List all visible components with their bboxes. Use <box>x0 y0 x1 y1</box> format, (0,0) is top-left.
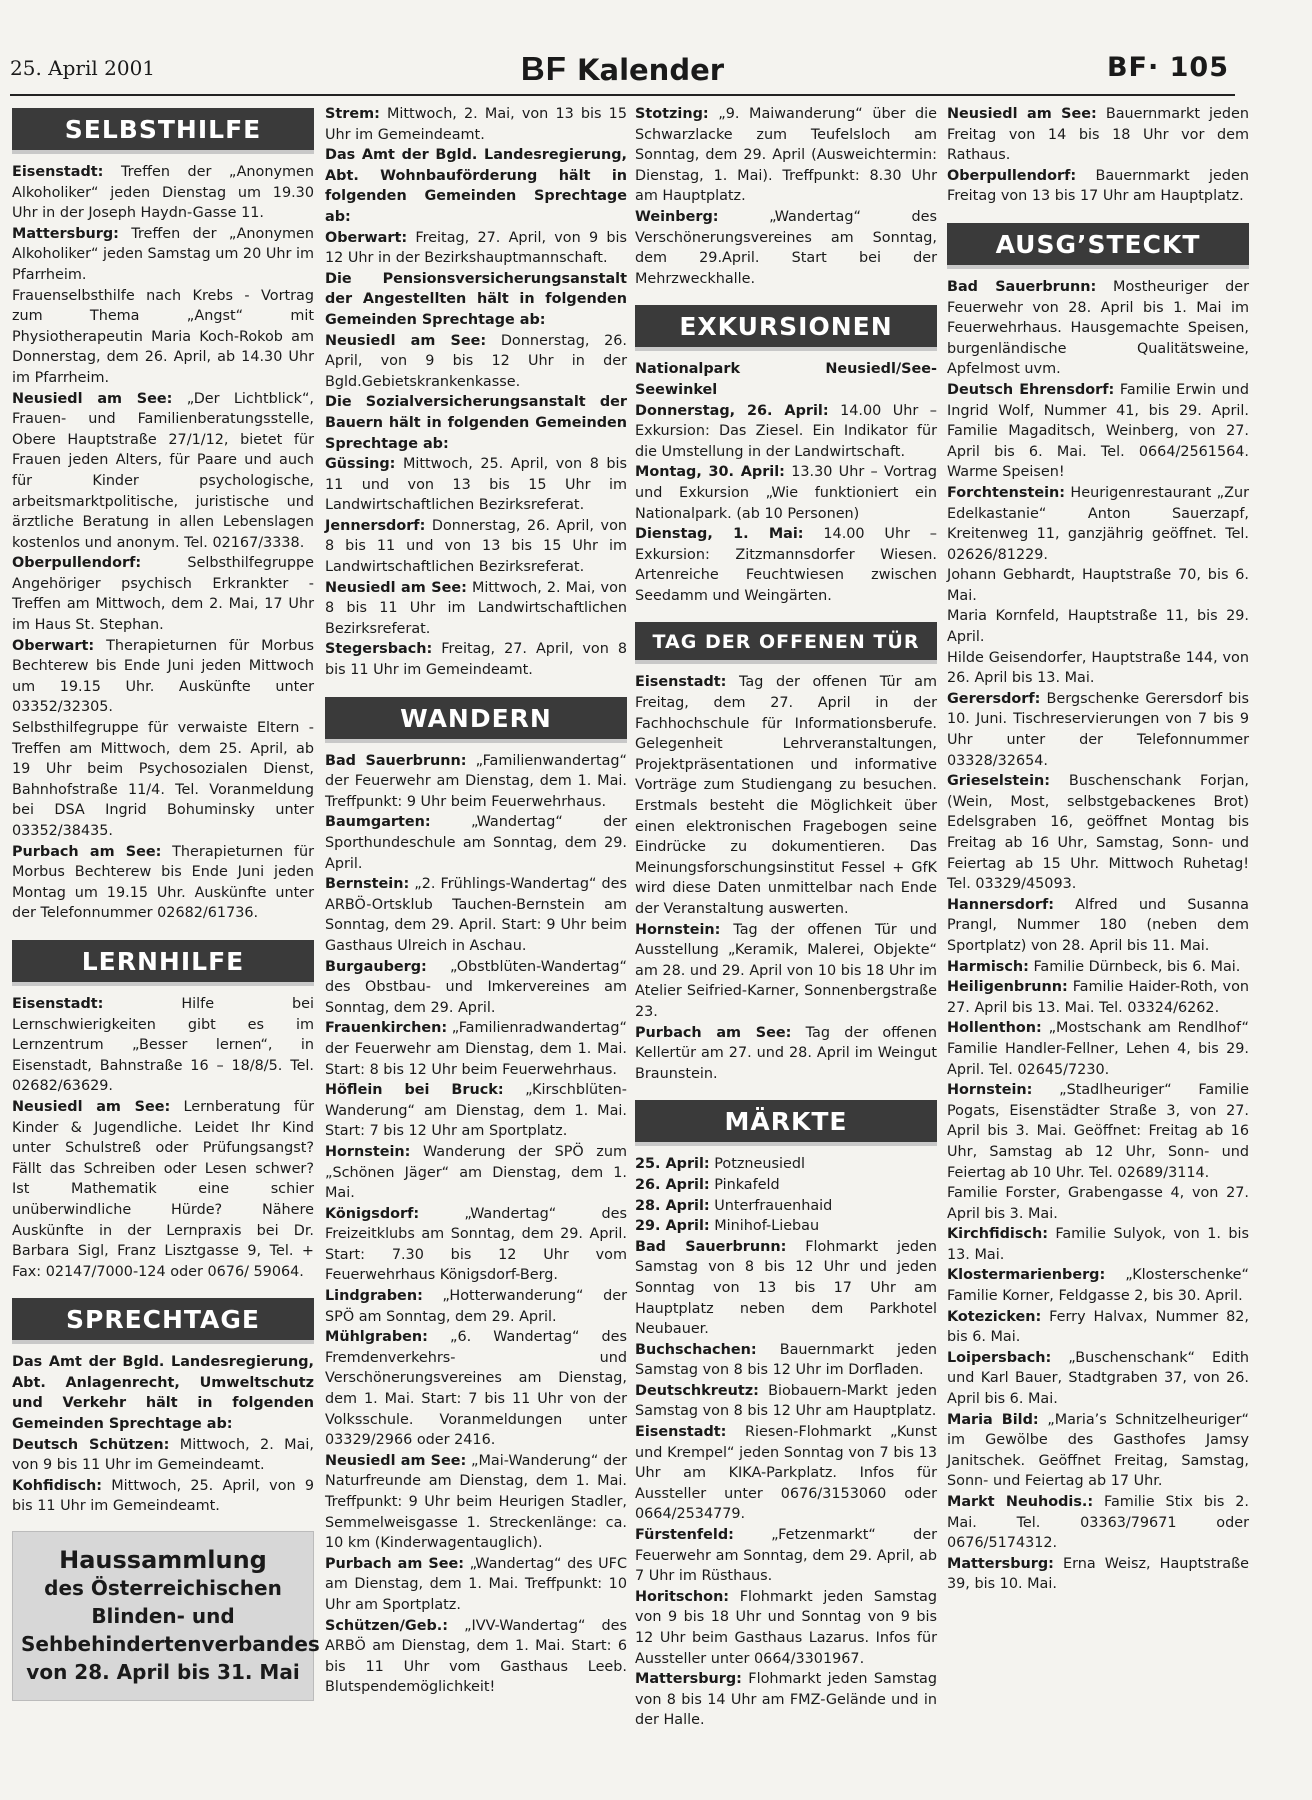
column-1 <box>12 104 320 1701</box>
entry-text: „Hotterwanderung“ der SPÖ am Sonntag, dem 29. April. <box>325 1288 627 1325</box>
entry-place: Oberwart: <box>325 229 408 246</box>
entry-place: Loipersbach: <box>947 1349 1052 1366</box>
entry-place: Eisenstadt: <box>635 674 727 691</box>
entry-text: „Fetzenmarkt“ der Feuerwehr am Sonntag, dem 29. April, ab 7 Uhr im Rüsthaus. <box>635 1527 937 1585</box>
entry-place: Das Amt der Bgld. Landesregierung, Abt. Wohnbauförderung hält in folgenden Gemeinden Sprechtage ab: <box>325 147 627 225</box>
masthead <box>10 50 1235 88</box>
entry-text: 14.00 Uhr – Exkursion: Das Ziesel. Ein Indikator für die Umstellung in der Landwirtschaft. <box>635 402 937 460</box>
entry-place: Neusiedl am See: <box>12 390 173 407</box>
entry-place: Königsdorf: <box>325 1205 420 1222</box>
entry-text: „Kirschblüten-Wanderung“ am Dienstag, dem 1. Mai. Start: 7 bis 12 Uhr am Sportplatz. <box>325 1082 627 1140</box>
entry-text: Tag der offenen Tür am Freitag, dem 27. April in der Fachhochschule für Informationsberufe. Gelegenheit Lehrveranstaltungen, Projektpräsentationen und informative Vorträge zum Studiengang zu besuchen. Erstmals besteht die Möglichkeit über einen elektronischen Fragebogen seine Eindrücke zu dokumentieren. Das Meinungsforschungsinstitut Fessel + GfK wird diese Daten unmittelbar nach Ende der Veranstaltung auswerten. <box>635 674 937 917</box>
section-heading: MÄRKTE <box>635 1100 937 1142</box>
calendar-entry <box>12 224 314 286</box>
entry-text: Mittwoch, 25. April, von 8 bis 11 und von 13 bis 15 Uhr im Landwirtschaftlichen Bezirksreferat. <box>325 456 627 514</box>
entry-text: Selbsthilfegruppe Angehöriger psychisch Erkrankter - Treffen am Mittwoch, dem 2. Mai, 17 Uhr im Haus St. Stephan. <box>12 555 314 634</box>
entry-text: „Familienwandertag“ der Feuerwehr am Dienstag, dem 1. Mai. Treffpunkt: 9 Uhr beim Feuerwehrhaus. <box>325 752 627 810</box>
entry-text: „Obstblüten-Wandertag“ des Obstbau- und Imkervereines am Sonntag, dem 29. April. <box>325 958 627 1016</box>
entry-place: Montag, 30. April: <box>635 464 785 481</box>
entry-place: Deutsch Schützen: <box>12 1436 170 1453</box>
calendar-entry <box>12 162 314 224</box>
calendar-entry <box>12 1435 314 1476</box>
calendar-entry <box>12 842 314 924</box>
calendar-entry <box>325 957 627 1019</box>
calendar-entry <box>12 1476 314 1517</box>
calendar-entry <box>947 1348 1249 1410</box>
entry-text: „Maria’s Schnitzelheuriger“ im Gewölbe des Gasthofes Jamsy Janitschek. Geöffnet Freitag, Samstag, Sonn- und Feiertag ab 17 Uhr. <box>947 1411 1249 1490</box>
entry-list <box>12 1352 314 1517</box>
calendar-entry <box>635 359 937 400</box>
entry-text: „IVV-Wandertag“ des ARBÖ am Dienstag, dem 1. Mai. Start: 6 bis 11 Uhr vom Gasthaus Leeb. Blutspendemöglichkeit! <box>325 1617 627 1696</box>
calendar-entry <box>635 462 937 524</box>
entry-text: Donnerstag, 26. April, von 9 bis 12 Uhr in der Bgld.Gebietskrankenkasse. <box>325 332 627 390</box>
entry-text: Mittwoch, 25. April, von 9 bis 11 Uhr im Gemeindeamt. <box>12 1477 314 1515</box>
entry-place: Hornstein: <box>325 1143 411 1160</box>
entry-text: „9. Maiwanderung“ über die Schwarzlacke zum Teufelsloch am Sonntag, dem 29. April (Ausweichtermin: Dienstag, 1. Mai). Treffpunkt: 8.30 Uhr am Hauptplatz. <box>635 106 937 205</box>
calendar-entry <box>947 565 1249 606</box>
calendar-entry <box>12 718 314 842</box>
section-heading: SELBSTHILFE <box>12 108 314 150</box>
calendar-entry <box>635 1340 937 1381</box>
entry-place: Güssing: <box>325 456 396 473</box>
calendar-entry <box>947 606 1249 647</box>
entry-place: Stegersbach: <box>325 641 433 658</box>
entry-list <box>325 104 627 681</box>
entry-place: Oberpullendorf: <box>12 555 142 572</box>
entry-text: „Mostschank am Rendlhof“ Familie Handler-Fellner, Lehen 4, bis 29. April. Tel. 02645/7230. <box>947 1020 1249 1078</box>
entry-place: Neusiedl am See: <box>325 1452 467 1469</box>
calendar-entry <box>947 1018 1249 1080</box>
entry-text: Familie Stix bis 2. Mai. Tel. 03363/79671 oder 0676/5174312. <box>947 1494 1250 1552</box>
ad-line: von 28. April bis 31. Mai <box>26 1660 300 1685</box>
calendar-entry <box>947 957 1249 978</box>
calendar-entry <box>635 1525 937 1587</box>
entry-place: Dienstag, 1. Mai: <box>635 526 804 543</box>
entry-place: Höflein bei Bruck: <box>325 1082 504 1099</box>
calendar-entry <box>325 104 627 145</box>
masthead-logo: BF <box>520 50 567 87</box>
entry-text: Donnerstag, 26. April, von 8 bis 11 und von 13 bis 15 Uhr im Landwirtschaftlichen Bezirksreferat. <box>325 517 627 576</box>
entry-list <box>635 359 937 606</box>
calendar-entry <box>325 331 627 393</box>
entry-place: Weinberg: <box>635 208 719 225</box>
entry-place: 25. April: <box>635 1156 710 1173</box>
ad-line: Blinden- und <box>91 1604 235 1629</box>
calendar-entry <box>12 553 314 635</box>
entry-text: 14.00 Uhr – Exkursion: Zitzmannsdorfer Wiesen. Artenreiche Feuchtwiesen zwischen Seedamm und Weingärten. <box>635 526 938 604</box>
entry-place: 26. April: <box>635 1176 710 1193</box>
entry-list <box>947 104 1249 207</box>
column-2 <box>325 104 627 1698</box>
entry-text: Biobauern-Markt jeden Samstag von 8 bis 12 Uhr am Hauptplatz. <box>635 1382 937 1420</box>
calendar-entry <box>325 516 627 578</box>
calendar-entry <box>325 145 627 227</box>
entry-text: Familie Sulyok, von 1. bis 13. Mai. <box>947 1226 1249 1263</box>
calendar-entry <box>635 1669 937 1731</box>
entry-place: Kotezicken: <box>947 1308 1042 1325</box>
entry-text: Buschenschank Forjan, (Wein, Most, selbstgebackenes Brot) Edelsgraben 16, geöffnet Montag bis Freitag ab 16 Uhr, Samstag, Sonn- und Feiertag ab 15 Uhr. Mittwoch Ruhetag! Tel. 03329/45093. <box>947 773 1249 893</box>
calendar-entry <box>947 1554 1249 1595</box>
section-heading: LERNHILFE <box>12 940 314 982</box>
entry-text: Flohmarkt jeden Samstag von 8 bis 14 Uhr am FMZ-Gelände und in der Halle. <box>635 1671 937 1729</box>
entry-place: Hornstein: <box>635 921 721 938</box>
entry-text: Potzneusiedl <box>709 1156 805 1173</box>
section-heading: EXKURSIONEN <box>635 305 937 347</box>
section-heading: TAG DER OFFENEN TÜR <box>635 622 937 660</box>
calendar-entry <box>325 578 627 640</box>
ad-line: Sehbehindertenverbandes <box>21 1632 320 1657</box>
entry-text: „Wandertag“ des Freizeitklubs am Sonntag, dem 29. April. Start: 7.30 bis 12 Uhr vom Feuerwehrhaus Königsdorf-Berg. <box>325 1205 627 1284</box>
column-3 <box>635 104 937 1731</box>
calendar-entry <box>947 648 1249 689</box>
entry-place: Horitschon: <box>635 1588 730 1605</box>
calendar-entry <box>325 1080 627 1142</box>
entry-place: Oberpullendorf: <box>947 167 1077 184</box>
calendar-entry <box>947 1492 1249 1554</box>
entry-text: Flohmarkt jeden Samstag von 9 bis 18 Uhr und Sonntag von 9 bis 12 Uhr beim Gasthaus Lazarus. Infos für Aussteller unter 0664/3301967. <box>635 1588 937 1667</box>
entry-list <box>947 277 1249 1595</box>
entry-list <box>325 751 627 1698</box>
entry-place: Neusiedl am See: <box>12 1098 171 1115</box>
entry-text: „Wandertag“ des UFC am Dienstag, dem 1. Mai. Treffpunkt: 10 Uhr am Sportplatz. <box>325 1555 627 1613</box>
entry-place: Deutsch Ehrensdorf: <box>947 381 1115 398</box>
calendar-entry <box>325 1286 627 1327</box>
calendar-entry <box>325 1327 627 1451</box>
entry-text: „2. Frühlings-Wandertag“ des ARBÖ-Ortsklub Tauchen-Bernstein am Sonntag, dem 29. April. Start: 9 Uhr beim Gasthaus Ulreich in Aschau. <box>325 876 627 954</box>
entry-place: Bad Sauerbrunn: <box>947 278 1097 295</box>
entry-text: „Stadlheuriger“ Familie Pogats, Eisenstädter Straße 3, von 27. April bis 3. Mai. Geöffnet: Freitag ab 16 Uhr, Samstag ab 12 Uhr, Sonn- und Feiertag ab 10 Uhr. Tel. 02689/3114. <box>947 1082 1249 1181</box>
calendar-entry <box>947 104 1249 166</box>
entry-list <box>12 994 314 1282</box>
entry-text: „Mai-Wanderung“ der Naturfreunde am Dienstag, dem 1. Mai. Treffpunkt: 9 Uhr beim Heurigen Stadler, Semmelweisgasse 1. Streckenlänge: ca. 10 km (Kinderwagentauglich). <box>325 1452 627 1552</box>
entry-text: Riesen-Flohmarkt „Kunst und Krempel“ jeden Sonntag von 7 bis 13 Uhr am KIKA-Parkplatz. Infos für Aussteller unter 0676/3153060 oder 0664/2534779. <box>635 1424 937 1523</box>
entry-place: Purbach am See: <box>325 1555 465 1572</box>
entry-place: Bad Sauerbrunn: <box>635 1238 787 1255</box>
calendar-entry <box>325 751 627 813</box>
calendar-entry <box>325 639 627 680</box>
calendar-entry <box>325 874 627 956</box>
entry-text: Tag der offenen Kellertür am 27. und 28. April im Weingut Braunstein. <box>635 1024 938 1082</box>
entry-place: Neusiedl am See: <box>325 332 487 349</box>
calendar-entry <box>947 277 1249 380</box>
calendar-entry <box>12 1352 314 1434</box>
calendar-entry <box>325 228 627 269</box>
entry-text: Treffen der „Anonymen Alkoholiker“ jeden Dienstag um 19.30 Uhr in der Joseph Haydn-Gasse 11. <box>12 164 314 222</box>
entry-text: „Wandertag“ der Sporthundeschule am Sonntag, dem 29. April. <box>325 814 627 872</box>
entry-place: Mattersburg: <box>947 1555 1054 1572</box>
entry-place: Burgauberg: <box>325 958 427 975</box>
entry-text: Alfred und Susanna Prangl, Nummer 180 (neben dem Sportplatz) von 28. April bis 11. Mai. <box>947 896 1249 954</box>
entry-place: Forchtenstein: <box>947 484 1066 501</box>
entry-text: Therapieturnen für Morbus Bechterew bis Ende Juni jeden Mittwoch um 19.15 Uhr. Auskünfte unter 03352/32305. <box>12 637 314 716</box>
entry-text: Mittwoch, 2. Mai, von 13 bis 15 Uhr im Gemeindeamt. <box>325 106 627 143</box>
section-heading: WANDERN <box>325 697 627 739</box>
entry-place: Das Amt der Bgld. Landesregierung, Abt. Anlagenrecht, Umweltschutz und Verkehr hält in folgenden Gemeinden Sprechtage ab: <box>12 1354 314 1433</box>
entry-place: Eisenstadt: <box>12 164 104 180</box>
entry-text: Hilde Geisendorfer, Hauptstraße 144, von 26. April bis 13. Mai. <box>947 649 1249 687</box>
calendar-entry <box>947 380 1249 483</box>
entry-place: Strem: <box>325 106 380 122</box>
entry-place: Grieselstein: <box>947 773 1050 790</box>
ad-title: Haussammlung <box>59 1546 267 1575</box>
page-number: BF· 105 <box>1106 52 1229 83</box>
calendar-entry <box>947 1265 1249 1306</box>
entry-text: Bauernmarkt jeden Freitag von 13 bis 17 Uhr am Hauptplatz. <box>947 167 1249 205</box>
advertisement-box <box>12 1531 320 1701</box>
entry-text: Familie Forster, Grabengasse 4, von 27. April bis 3. Mai. <box>947 1185 1249 1222</box>
entry-text: Maria Kornfeld, Hauptstraße 11, bis 29. April. <box>947 608 1249 646</box>
calendar-entry <box>635 524 937 606</box>
section-heading: SPRECHTAGE <box>12 1298 314 1340</box>
entry-text: „Familienradwandertag“ der Feuerwehr am Dienstag, dem 1. Mai. Start: 8 bis 12 Uhr beim Feuerwehrhaus. <box>325 1020 627 1078</box>
masthead-title: Kalender <box>577 53 725 87</box>
entry-place: Neusiedl am See: <box>325 579 467 596</box>
entry-text: Therapieturnen für Morbus Bechterew bis Ende Juni jeden Montag um 19.15 Uhr. Auskünfte unter der Telefonnummer 02682/61736. <box>12 843 314 922</box>
calendar-entry <box>12 389 314 554</box>
calendar-entry <box>947 1307 1249 1348</box>
calendar-entry <box>635 104 937 207</box>
entry-place: Nationalpark Neusiedl/See-Seewinkel <box>635 361 937 398</box>
section-heading: AUSG’STECKT <box>947 223 1249 265</box>
entry-place: Purbach am See: <box>635 1024 792 1041</box>
entry-text: Familie Erwin und Ingrid Wolf, Nummer 41, bis 29. April. Familie Magaditsch, Weinberg, von 27. April bis 6. Mai. Tel. 0664/2561564. Warme Speisen! <box>947 381 1249 481</box>
calendar-entry <box>635 1587 937 1669</box>
entry-text: Flohmarkt jeden Samstag von 8 bis 12 Uhr und jeden Sonntag von 13 bis 17 Uhr am Hauptplatz neben dem Parkhotel Neubauer. <box>635 1238 937 1338</box>
calendar-entry <box>635 1237 937 1340</box>
entry-text: Selbsthilfegruppe für verwaiste Eltern - Treffen am Mittwoch, dem 25. April, ab 19 Uhr beim Psychosozialen Dienst, Bahnhofstraße 11/4. Tel. Voranmeldung bei DSA Ingrid Bohuminsky unter 03352/38435. <box>12 720 314 839</box>
entry-place: 29. April: <box>635 1218 710 1235</box>
entry-place: Bernstein: <box>325 876 410 893</box>
calendar-entry <box>635 1381 937 1422</box>
entry-text: Mittwoch, 2. Mai, von 8 bis 11 Uhr im Landwirtschaftlichen Bezirksreferat. <box>325 579 627 637</box>
entry-place: Kohfidisch: <box>12 1477 103 1494</box>
entry-list <box>635 672 937 1084</box>
entry-place: Hornstein: <box>947 1082 1033 1099</box>
entry-place: Eisenstadt: <box>12 995 104 1012</box>
calendar-entry <box>947 895 1249 957</box>
calendar-entry <box>635 1216 937 1237</box>
calendar-entry <box>947 689 1249 771</box>
entry-place: Mattersburg: <box>12 225 119 242</box>
calendar-entry <box>635 401 937 463</box>
entry-place: Deutschkreutz: <box>635 1382 759 1399</box>
entry-place: Hollenthon: <box>947 1020 1042 1037</box>
entry-place: Hannersdorf: <box>947 896 1054 913</box>
entry-place: Die Pensionsversicherungsanstalt der Angestellten hält in folgenden Gemeinden Sprechtage ab: <box>325 270 627 328</box>
calendar-entry <box>325 1616 627 1698</box>
entry-place: Stotzing: <box>635 106 709 122</box>
entry-place: Fürstenfeld: <box>635 1527 734 1544</box>
entry-text: Familie Dürnbeck, bis 6. Mai. <box>1028 958 1241 975</box>
calendar-entry <box>12 636 314 718</box>
calendar-entry <box>635 207 937 289</box>
entry-text: Tag der offenen Tür und Ausstellung „Keramik, Malerei, Objekte“ am 28. und 29. April von 10 bis 18 Uhr im Atelier Seifried-Karner, Sonnenbergstraße 23. <box>635 921 937 1020</box>
entry-place: Donnerstag, 26. April: <box>635 402 829 419</box>
entry-text: Treffen der „Anonymen Alkoholiker“ jeden Samstag um 20 Uhr im Pfarrheim. <box>12 225 314 283</box>
calendar-entry <box>635 1023 937 1085</box>
entry-text: Ferry Halvax, Nummer 82, bis 6. Mai. <box>947 1308 1249 1346</box>
calendar-entry <box>635 1154 937 1175</box>
calendar-entry <box>947 977 1249 1018</box>
entry-text: Frauenselbsthilfe nach Krebs - Vortrag zum Thema „Angst“ mit Physiotherapeutin Maria Koch-Rokob am Donnerstag, dem 26. April, ab 14.30 Uhr im Pfarrheim. <box>12 287 314 386</box>
entry-place: Bad Sauerbrunn: <box>325 752 467 769</box>
entry-text: Johann Gebhardt, Hauptstraße 70, bis 6. Mai. <box>947 567 1249 604</box>
entry-place: Mattersburg: <box>635 1671 742 1688</box>
calendar-entry <box>12 994 314 1097</box>
entry-place: Markt Neuhodis.: <box>947 1494 1094 1510</box>
entry-text: Bergschenke Gerersdorf bis 10. Juni. Tischreservierungen von 7 bis 9 Uhr unter der Telefonnummer 03328/32654. <box>947 690 1249 769</box>
entry-place: 28. April: <box>635 1197 710 1214</box>
entry-text: „Der Lichtblick“, Frauen- und Familienberatungsstelle, Obere Hauptstraße 27/1/12, bietet für Frauen jeden Alters, für Paare und auch für Kinder psychologische, arbeitsmarktpolitische, juristische und ärztliche Beratung in allen Lebenslagen kostenlos und anonym. Tel. 02167/3338. <box>12 390 314 551</box>
entry-text: Erna Weisz, Hauptstraße 39, bis 10. Mai. <box>947 1555 1249 1593</box>
page-header <box>10 46 1235 96</box>
calendar-entry <box>947 1224 1249 1265</box>
calendar-entry <box>325 454 627 516</box>
entry-text: Mittwoch, 2. Mai, von 9 bis 11 Uhr im Gemeindeamt. <box>12 1436 314 1474</box>
calendar-entry <box>325 1204 627 1286</box>
entry-text: „6. Wandertag“ des Fremdenverkehrs- und Verschönerungsvereines am Dienstag, dem 1. Mai. Start: 7 bis 11 Uhr von der Volksschule. Voranmeldungen unter 03329/2966 oder 2416. <box>325 1329 627 1449</box>
entry-place: Baumgarten: <box>325 814 431 831</box>
entry-text: Bauernmarkt jeden Samstag von 8 bis 12 Uhr im Dorfladen. <box>635 1341 937 1379</box>
calendar-entry <box>325 1554 627 1616</box>
entry-place: Oberwart: <box>12 637 95 654</box>
calendar-entry <box>325 1142 627 1204</box>
calendar-entry <box>635 1422 937 1525</box>
entry-list <box>635 1154 937 1731</box>
entry-text: Minihof-Liebau <box>709 1218 820 1235</box>
entry-text: Pinkafeld <box>709 1176 780 1193</box>
entry-place: Jennersdorf: <box>325 517 426 534</box>
calendar-entry <box>325 1018 627 1080</box>
entry-place: Die Sozialversicherungsanstalt der Bauern hält in folgenden Gemeinden Sprechtage ab: <box>325 394 627 452</box>
entry-text: Hilfe bei Lernschwierigkeiten gibt es im Lernzentrum „Besser lernen“, in Eisenstadt, Bahnstraße 16 – 18/8/5. Tel. 02682/63629. <box>12 995 314 1095</box>
calendar-entry <box>947 1183 1249 1224</box>
entry-place: Schützen/Geb.: <box>325 1617 448 1634</box>
calendar-entry <box>635 672 937 919</box>
entry-text: Freitag, 27. April, von 9 bis 12 Uhr in der Bezirkshauptmannschaft. <box>325 229 627 267</box>
entry-text: Freitag, 27. April, von 8 bis 11 Uhr im Gemeindeamt. <box>325 641 627 679</box>
entry-place: Heiligenbrunn: <box>947 979 1068 996</box>
entry-place: Klostermarienberg: <box>947 1267 1106 1284</box>
calendar-entry <box>947 1080 1249 1183</box>
entry-place: Neusiedl am See: <box>947 106 1097 122</box>
calendar-entry <box>635 1196 937 1217</box>
entry-text: 13.30 Uhr – Vortrag und Exkursion „Wie funktioniert ein Nationalpark. (ab 10 Personen) <box>635 464 937 522</box>
entry-text: Heurigenrestaurant „Zur Edelkastanie“ Anton Sauerzapf, Kreitenweg 11, ganzjährig geöffnet. Tel. 02626/81229. <box>947 484 1249 563</box>
entry-text: Wanderung der SPÖ zum „Schönen Jäger“ am Dienstag, dem 1. Mai. <box>325 1143 627 1202</box>
entry-place: Kirchfidisch: <box>947 1226 1048 1243</box>
calendar-entry <box>325 392 627 454</box>
calendar-entry <box>947 166 1249 207</box>
ad-line: des Österreichischen <box>44 1576 282 1601</box>
entry-text: Mostheuriger der Feuerwehr von 28. April bis 1. Mai im Feuerwehrhaus. Hausgemachte Speisen, burgenländische Qualitätsweine, Apfelmost uvm. <box>947 278 1249 378</box>
entry-list <box>12 162 314 924</box>
calendar-entry <box>947 1410 1249 1492</box>
entry-place: Frauenkirchen: <box>325 1020 448 1037</box>
calendar-entry <box>325 812 627 874</box>
entry-place: Lindgraben: <box>325 1288 423 1305</box>
entry-place: Purbach am See: <box>12 843 162 860</box>
issue-date: 25. April 2001 <box>10 56 156 80</box>
entry-place: Mühlgraben: <box>325 1329 428 1346</box>
entry-text: Unterfrauenhaid <box>709 1197 833 1214</box>
entry-text: „Buschenschank“ Edith und Karl Bauer, Stadtgraben 37, von 26. April bis 6. Mai. <box>947 1349 1249 1408</box>
calendar-entry <box>635 920 937 1023</box>
entry-list <box>635 104 937 289</box>
entry-place: Eisenstadt: <box>635 1424 727 1441</box>
entry-text: Bauernmarkt jeden Freitag von 14 bis 18 Uhr vor dem Rathaus. <box>947 106 1249 164</box>
entry-place: Buchschachen: <box>635 1341 757 1358</box>
entry-text: „Wandertag“ des Verschönerungsvereines am Sonntag, dem 29.April. Start bei der Mehrzweckhalle. <box>635 208 937 287</box>
entry-place: Harmisch: <box>947 958 1029 975</box>
calendar-entry <box>635 1175 937 1196</box>
calendar-entry <box>12 286 314 389</box>
entry-text: Lernberatung für Kinder & Jugendliche. Leidet Ihr Kind unter Schulstreß oder Prüfungsangst? Fällt das Schreiben oder Lesen schwer? Ist Mathematik eine schier unüberwindliche Hürde? Nähere Auskünfte in der Lernpraxis bei Dr. Barbara Sigl, Franz Lisztgasse 9, Tel. + Fax: 02147/7000-124 oder 0676/ 59064. <box>12 1098 314 1280</box>
calendar-entry <box>12 1097 314 1282</box>
calendar-entry <box>947 483 1249 565</box>
calendar-entry <box>325 269 627 331</box>
calendar-entry <box>947 771 1249 895</box>
entry-text: „Klosterschenke“ Familie Korner, Feldgasse 2, bis 30. April. <box>947 1267 1249 1305</box>
column-4 <box>947 104 1249 1595</box>
entry-place: Maria Bild: <box>947 1411 1039 1428</box>
entry-place: Gerersdorf: <box>947 690 1041 707</box>
calendar-entry <box>325 1451 627 1554</box>
entry-text: Familie Haider-Roth, von 27. April bis 13. Mai. Tel. 03324/6262. <box>947 979 1249 1016</box>
